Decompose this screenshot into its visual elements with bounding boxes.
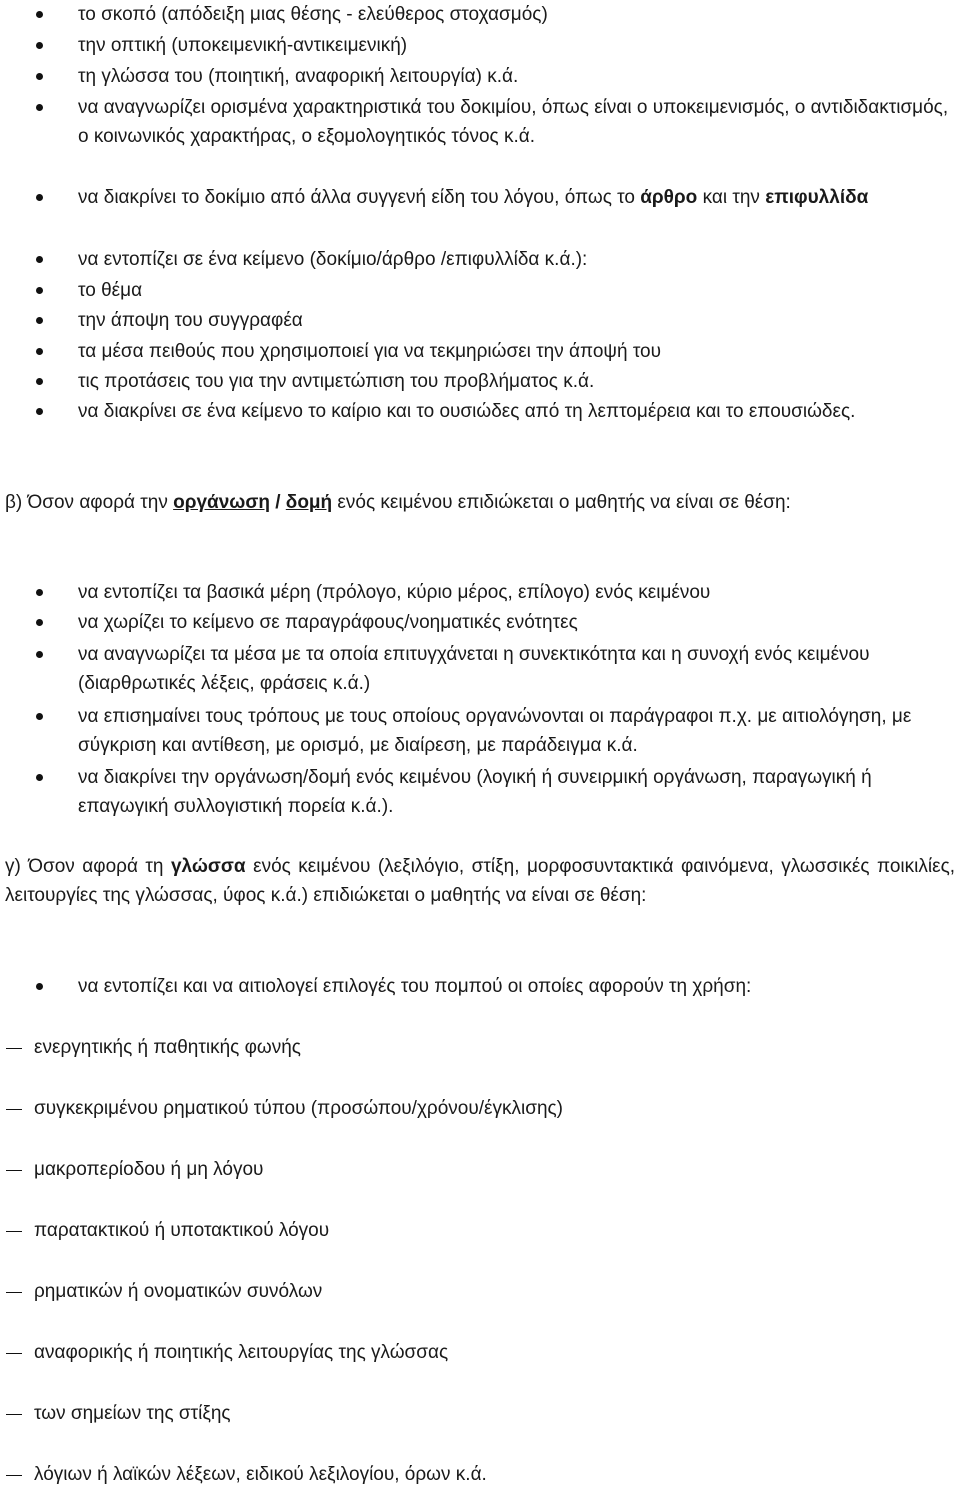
dash-item: μακροπερίοδου ή μη λόγου xyxy=(34,1155,934,1184)
list-item: τις προτάσεις του για την αντιμετώπιση του προβλήματος κ.ά. xyxy=(78,367,950,396)
bold-term-glossa: γλώσσα xyxy=(170,856,246,877)
dash-item: ενεργητικής ή παθητικής φωνής xyxy=(34,1033,934,1062)
paragraph-language xyxy=(5,852,955,910)
list-item: να χωρίζει το κείμενο σε παραγράφους/νοηματικές ενότητες xyxy=(78,608,950,637)
list-item xyxy=(78,183,950,212)
item-text: να διακρίνει το δοκίμιο από άλλα συγγενή είδη του λόγου, όπως το xyxy=(78,187,641,208)
dash-item: λόγιων ή λαϊκών λέξεων, ειδικού λεξιλογίου, όρων κ.ά. xyxy=(34,1460,934,1489)
para-text: ενός κειμένου (λεξιλόγιο, στίξη, μορφοσυντακτικά φαινόμενα, γλωσσικές ποικιλίες, λειτουργίες της γλώσσας, ύφος κ.ά.) επιδιώκεται ο μαθητής να είναι σε θέση: xyxy=(5,856,956,906)
list-item: το θέμα xyxy=(78,276,950,305)
list-item: να διακρίνει σε ένα κείμενο το καίριο και το ουσιώδες από τη λεπτομέρεια και το επουσιώδες. xyxy=(78,397,950,426)
list-item: να εντοπίζει τα βασικά μέρη (πρόλογο, κύριο μέρος, επίλογο) ενός κειμένου xyxy=(78,578,950,607)
list-item: την οπτική (υποκειμενική-αντικειμενική) xyxy=(78,31,950,60)
para-text: ενός κειμένου επιδιώκεται ο μαθητής να είναι σε θέση: xyxy=(332,492,791,513)
dash-item: των σημείων της στίξης xyxy=(34,1399,934,1428)
list-item: τη γλώσσα του (ποιητική, αναφορική λειτουργία) κ.ά. xyxy=(78,62,950,91)
list-item: να αναγνωρίζει ορισμένα χαρακτηριστικά του δοκιμίου, όπως είναι ο υποκειμενισμός, ο αντιδιδακτισμός, ο κοινωνικός χαρακτήρας, ο εξομολογητικός τόνος κ.ά. xyxy=(78,93,950,151)
bold-term-epifyllida: επιφυλλίδα xyxy=(765,187,869,208)
list-item: να διακρίνει την οργάνωση/δομή ενός κειμένου (λογική ή συνειρμική οργάνωση, παραγωγική ή επαγωγική συλλογιστική πορεία κ.ά.). xyxy=(78,763,950,821)
list-item: να εντοπίζει και να αιτιολογεί επιλογές του πομπού οι οποίες αφορούν τη χρήση: xyxy=(78,972,950,1001)
list-item: να επισημαίνει τους τρόπους με τους οποίους οργανώνονται οι παράγραφοι π.χ. με αιτιολόγηση, με σύγκριση και αντίθεση, με ορισμό, με διαίρεση, με παράδειγμα κ.ά. xyxy=(78,702,950,760)
dash-item: παρατακτικού ή υποτακτικού λόγου xyxy=(34,1216,934,1245)
dash-item: αναφορικής ή ποιητικής λειτουργίας της γλώσσας xyxy=(34,1338,934,1367)
bold-term-organosi: οργάνωση xyxy=(173,492,270,513)
para-text: β) Όσον αφορά την xyxy=(5,492,174,513)
list-item: το σκοπό (απόδειξη μιας θέσης - ελεύθερος στοχασμός) xyxy=(78,0,950,29)
list-item: να αναγνωρίζει τα μέσα με τα οποία επιτυγχάνεται η συνεκτικότητα και η συνοχή ενός κειμένου (διαρθρωτικές λέξεις, φράσεις κ.ά.) xyxy=(78,640,950,698)
list-item: να εντοπίζει σε ένα κείμενο (δοκίμιο/άρθρο /επιφυλλίδα κ.ά.): xyxy=(78,245,950,274)
dash-item: συγκεκριμένου ρηματικού τύπου (προσώπου/χρόνου/έγκλισης) xyxy=(34,1094,934,1123)
separator: / xyxy=(269,492,286,513)
list-item: την άποψη του συγγραφέα xyxy=(78,306,950,335)
paragraph-organization xyxy=(5,488,955,517)
dash-item: ρηματικών ή ονοματικών συνόλων xyxy=(34,1277,934,1306)
para-text: γ) Όσον αφορά τη xyxy=(5,856,171,877)
list-item: τα μέσα πειθούς που χρησιμοποιεί για να τεκμηριώσει την άποψή του xyxy=(78,337,950,366)
bold-term-arthro: άρθρο xyxy=(640,187,698,208)
bold-term-domi: δομή xyxy=(285,492,333,513)
item-text: και την xyxy=(697,187,766,208)
